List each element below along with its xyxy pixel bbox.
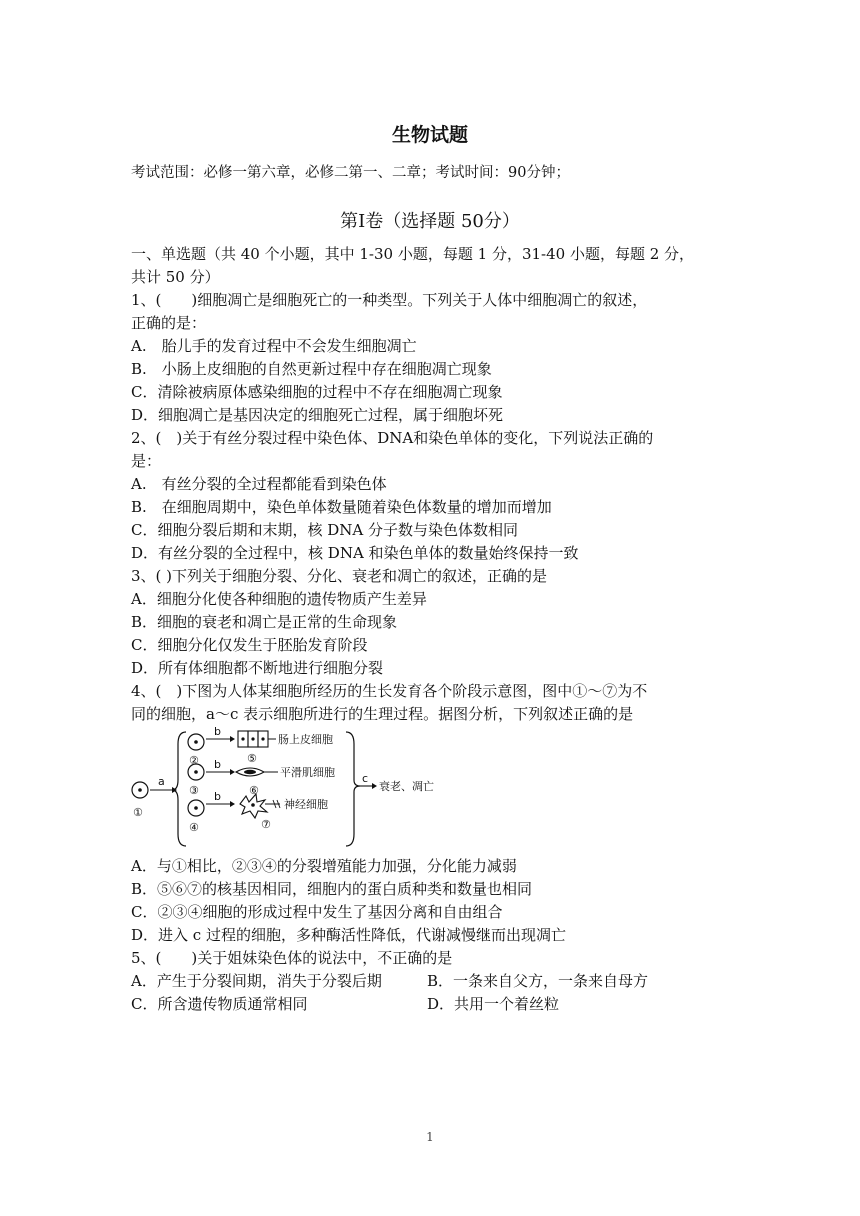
q1-option-c: C．清除被病原体感染细胞的过程中不存在细胞凋亡现象	[131, 383, 503, 401]
instructions-line-1: 一、单选题（共 40 个小题，其中 1-30 小题，每题 1 分，31-40 小题，每题 2 分，	[131, 245, 695, 263]
cell-one-label: ①	[133, 806, 143, 819]
cell-seven-label: ⑦	[261, 818, 271, 831]
q3-option-c: C．细胞分化仅发生于胚胎发育阶段	[131, 636, 368, 654]
q2-stem-line-1: 2、( )关于有丝分裂过程中染色体、DNA和染色单体的变化，下列说法正确的	[131, 429, 654, 447]
q3-stem: 3、( )下列关于细胞分裂、分化、衰老和凋亡的叙述，正确的是	[131, 567, 548, 585]
q5-option-d: D．共用一个着丝粒	[427, 995, 560, 1013]
page-number: 1	[426, 1130, 434, 1144]
process-a-label: a	[158, 775, 165, 788]
cell-three-label: ③	[189, 784, 199, 797]
q5-option-row-1	[131, 970, 731, 992]
cell-five-label: ⑤	[247, 752, 257, 765]
q2-option-b: B. 在细胞周期中，染色单体数量随着染色体数量的增加而增加	[131, 498, 552, 516]
q5-option-b: B．一条来自父方，一条来自母方	[427, 972, 649, 990]
process-b-label-1: b	[214, 725, 221, 738]
q1-stem-line-2: 正确的是：	[131, 314, 207, 332]
section-heading: 第Ⅰ卷（选择题 50分）	[340, 211, 520, 232]
aging-label: 衰老、凋亡	[379, 780, 434, 793]
intestine-cell-label: 肠上皮细胞	[278, 733, 333, 746]
q3-option-a: A．细胞分化使各种细胞的遗传物质产生差异	[131, 590, 427, 608]
q4-stem-line-1: 4、( )下图为人体某细胞所经历的生长发育各个阶段示意图，图中①～⑦为不	[131, 682, 648, 700]
instructions-line-2: 共计 50 分）	[131, 268, 220, 286]
q1-stem-line-1: 1、( )细胞凋亡是细胞死亡的一种类型。下列关于人体中细胞凋亡的叙述，	[131, 291, 648, 309]
q4-option-c: C．②③④细胞的形成过程中发生了基因分离和自由组合	[131, 903, 503, 921]
process-b-label-2: b	[214, 758, 221, 771]
exam-meta: 考试范围：必修一第六章，必修二第一、二章；考试时间：90分钟；	[131, 165, 570, 181]
q5-stem: 5、( )关于姐妹染色体的说法中，不正确的是	[131, 949, 453, 967]
cell-one-nucleus	[138, 788, 142, 792]
q4-option-a: A．与①相比，②③④的分裂增殖能力加强，分化能力减弱	[131, 857, 517, 875]
cell-six-label: ⑥	[249, 784, 259, 797]
q4-option-d: D．进入 c 过程的细胞，多种酶活性降低，代谢减慢继而出现凋亡	[131, 926, 566, 944]
q5-option-row-2	[131, 993, 731, 1015]
q4-stem-line-2: 同的细胞，a～c 表示细胞所进行的生理过程。据图分析，下列叙述正确的是	[131, 705, 634, 723]
cell-four-label: ④	[189, 821, 199, 834]
q1-option-a: A. 胎儿手的发育过程中不会发生细胞凋亡	[131, 337, 417, 355]
q2-option-a: A. 有丝分裂的全过程都能看到染色体	[131, 475, 387, 493]
q2-option-d: D．有丝分裂的全过程中，核 DNA 和染色单体的数量始终保持一致	[131, 544, 579, 562]
smooth-muscle-label: 平滑肌细胞	[280, 766, 335, 779]
q1-option-b: B. 小肠上皮细胞的自然更新过程中存在细胞凋亡现象	[131, 360, 492, 378]
cell-two-label: ②	[189, 754, 199, 767]
q5-option-c: C．所含遗传物质通常相同	[131, 995, 308, 1013]
q1-option-d: D．细胞凋亡是基因决定的细胞死亡过程，属于细胞坏死	[131, 406, 504, 424]
process-b-label-3: b	[214, 790, 221, 803]
q2-option-c: C．细胞分裂后期和末期，核 DNA 分子数与染色体数相同	[131, 521, 518, 539]
nerve-cell-label: 神经细胞	[284, 798, 328, 811]
q5-option-a: A．产生于分裂间期，消失于分裂后期	[131, 972, 382, 990]
q3-option-d: D．所有体细胞都不断地进行细胞分裂	[131, 659, 384, 677]
process-c-label: c	[362, 772, 369, 785]
cell-development-diagram	[128, 724, 448, 848]
q2-stem-line-2: 是：	[131, 452, 162, 470]
page-title: 生物试题	[391, 124, 468, 146]
q4-option-b: B．⑤⑥⑦的核基因相同，细胞内的蛋白质种类和数量也相同	[131, 880, 533, 898]
q3-option-b: B．细胞的衰老和凋亡是正常的生命现象	[131, 613, 398, 631]
